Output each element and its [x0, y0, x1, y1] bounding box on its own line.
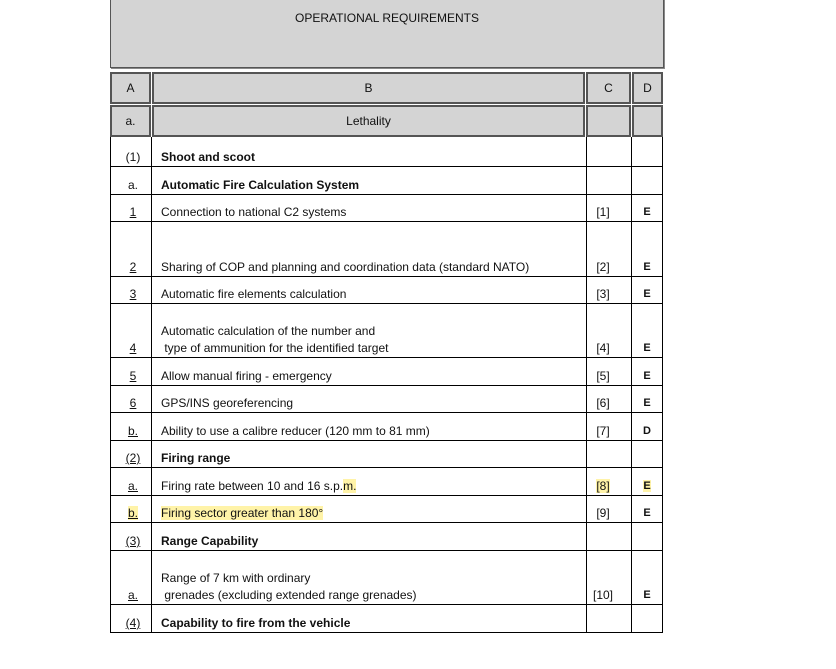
row-text-line1: Automatic calculation of the number and — [161, 324, 376, 338]
row-number: b. — [127, 424, 138, 438]
row-number: (1) — [125, 150, 141, 164]
grid-line — [110, 194, 663, 195]
section-number: a. — [110, 105, 151, 137]
row-reference: [1] — [596, 205, 610, 219]
row-number: b. — [127, 506, 138, 520]
grid-line — [110, 276, 663, 277]
row-heading: Capability to fire from the vehicle — [161, 616, 351, 630]
section-cell-c — [586, 105, 631, 137]
row-text: Connection to national C2 systems — [161, 205, 347, 219]
row-text-line2: grenades (excluding extended range grenades) — [161, 588, 417, 602]
column-header-a: A — [110, 72, 151, 104]
row-heading: Range Capability — [161, 534, 259, 548]
row-text-line2: type of ammunition for the identified target — [161, 341, 389, 355]
row-number: a. — [127, 178, 138, 192]
row-heading: Shoot and scoot — [161, 150, 255, 164]
grid-line — [110, 467, 663, 468]
column-header-b: B — [152, 72, 585, 104]
row-reference: [9] — [596, 506, 610, 520]
grid-line — [110, 632, 663, 633]
row-text: Sharing of COP and planning and coordination data (standard NATO) — [161, 260, 530, 274]
grid-line — [110, 440, 663, 441]
grid-line — [110, 357, 663, 358]
row-number: 4 — [129, 341, 137, 355]
column-header-c: C — [586, 72, 631, 104]
document-title: OPERATIONAL REQUIREMENTS — [294, 11, 480, 25]
row-number: (2) — [125, 451, 141, 465]
grid-line — [110, 604, 663, 605]
row-reference: [3] — [596, 287, 610, 301]
row-reference: [6] — [596, 396, 610, 410]
row-number: (4) — [125, 616, 141, 630]
row-classification: E — [643, 370, 651, 382]
row-reference: [8] — [596, 479, 610, 493]
row-text: Firing rate between 10 and 16 s.p.m. — [161, 479, 357, 493]
row-classification: E — [643, 261, 651, 273]
row-classification: E — [643, 342, 651, 354]
row-classification: E — [643, 589, 651, 601]
row-number: a. — [127, 479, 138, 493]
row-heading: Firing range — [161, 451, 231, 465]
row-number: (3) — [125, 534, 141, 548]
row-text: Firing sector greater than 180° — [161, 506, 324, 520]
row-reference: [4] — [596, 341, 610, 355]
grid-line — [110, 221, 663, 222]
row-classification: D — [643, 425, 651, 437]
row-number: 1 — [129, 205, 137, 219]
row-heading: Automatic Fire Calculation System — [161, 178, 360, 192]
row-classification: E — [643, 397, 651, 409]
row-number: a. — [127, 588, 138, 602]
row-classification: E — [643, 507, 651, 519]
row-number: 5 — [129, 369, 137, 383]
row-classification: E — [643, 480, 651, 492]
section-cell-d — [632, 105, 663, 137]
row-text: GPS/INS georeferencing — [161, 396, 294, 410]
column-header-d: D — [632, 72, 663, 104]
grid-line — [110, 412, 663, 413]
row-text: Allow manual firing - emergency — [161, 369, 332, 383]
row-number: 6 — [129, 396, 137, 410]
row-reference: [10] — [592, 588, 613, 602]
row-classification: E — [643, 206, 651, 218]
section-label: Lethality — [152, 105, 585, 137]
grid-line — [110, 385, 663, 386]
row-text: Automatic fire elements calculation — [161, 287, 347, 301]
grid-line — [110, 550, 663, 551]
row-reference: [5] — [596, 369, 610, 383]
row-number: 2 — [129, 260, 137, 274]
title-box — [110, 0, 664, 68]
row-reference: [2] — [596, 260, 610, 274]
grid-line — [110, 166, 663, 167]
row-text: Ability to use a calibre reducer (120 mm to 81 mm) — [161, 424, 430, 438]
row-reference: [7] — [596, 424, 610, 438]
grid-line — [110, 522, 663, 523]
grid-line — [110, 495, 663, 496]
grid-line — [110, 303, 663, 304]
row-classification: E — [643, 288, 651, 300]
row-number: 3 — [129, 287, 137, 301]
row-text-line1: Range of 7 km with ordinary — [161, 571, 311, 585]
